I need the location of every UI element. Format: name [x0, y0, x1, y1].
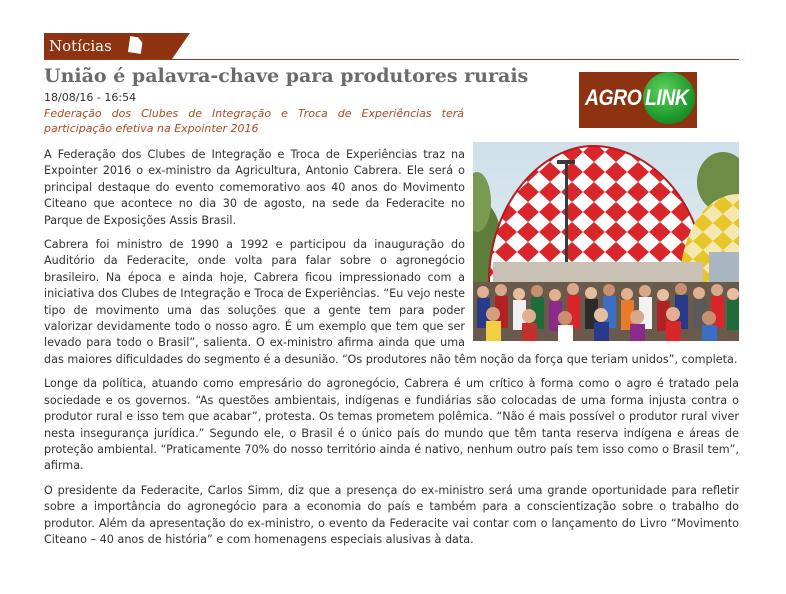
document-icon — [128, 36, 143, 54]
agrolink-logo[interactable] — [579, 72, 697, 128]
section-header — [44, 33, 739, 60]
article-body — [44, 147, 739, 556]
section-tab — [44, 33, 172, 59]
article-date: 18/08/16 - 16:54 — [44, 91, 137, 104]
article-paragraph-3: Longe da política, atuando como empresário do agronegócio, Cabrera é um crítico à forma como o agro é tratado pela sociedade e os governos. “As questões ambientais, indígenas e fundiárias são colocadas de uma forma injusta contra o produtor rural e isso tem que acabar”, protesta. Os temas prometem polêmica. “Não é mais possível o produtor rural viver nesta insegurança jurídica.” Segundo ele, o Brasil é o único país do mundo que têm tanta reserva indígena e áreas de proteção ambiental. “Praticamente 70% do nosso território ainda é nativo, nenhum outro país tem isso como o Brasil tem”, afirma. — [44, 377, 739, 473]
article-paragraph-4: O presidente da Federacite, Carlos Simm, diz que a presença do ex-ministro será uma grande oportunidade para refletir sobre a importância do agronegócio para a economia do país e também para a conscientização sobre o trabalho do produtor. Além da apresentação do ex-ministro, o evento da Federacite vai contar com o lançamento do Livro “Movimento Citeano – 40 anos de história” e com homenagens especiais alusivas à data. — [44, 483, 739, 546]
photo-spacer — [465, 147, 739, 348]
article-subtitle: Federação dos Clubes de Integração e Troca de Experiências terá participação efetiva na Expointer 2016 — [44, 107, 464, 135]
logo-word-agro: AGRO — [585, 85, 642, 110]
article-paragraph-1: A Federação dos Clubes de Integração e Troca de Experiências traz na Expointer 2016 o ex-ministro da Agricultura, Antonio Cabrera. Ele será o principal destaque do evento comemorativo aos 40 anos do Movimento Citeano que acontece no dia 30 de agosto, na sede da Federacite no Parque de Exposições Assis Brasil. — [44, 148, 465, 227]
article-paragraph-2: Cabrera foi ministro de 1990 a 1992 e participou da inauguração do Auditório da Federacite, onde volta para falar sobre o agronegócio brasileiro. Na época e ainda hoje, Cabrera ficou impressionado com a iniciativa dos Clubes de Integração e Troca de Experiências. “Eu vejo neste tipo de movimento uma das soluções que a gente tem para poder valorizar devidamente todo o nosso agro. É um exemplo que tem que ser levado para todo o Brasil”, salienta. O ex-ministro afirma ainda que uma das maiores dificuldades do segmento é a desunião. “Os produtores não têm noção da força que teriam unidos”, completa. — [44, 238, 738, 366]
section-label: Notícias — [49, 37, 112, 55]
logo-word-link: LINK — [645, 85, 689, 110]
article-title: União é palavra-chave para produtores rurais — [44, 65, 529, 87]
